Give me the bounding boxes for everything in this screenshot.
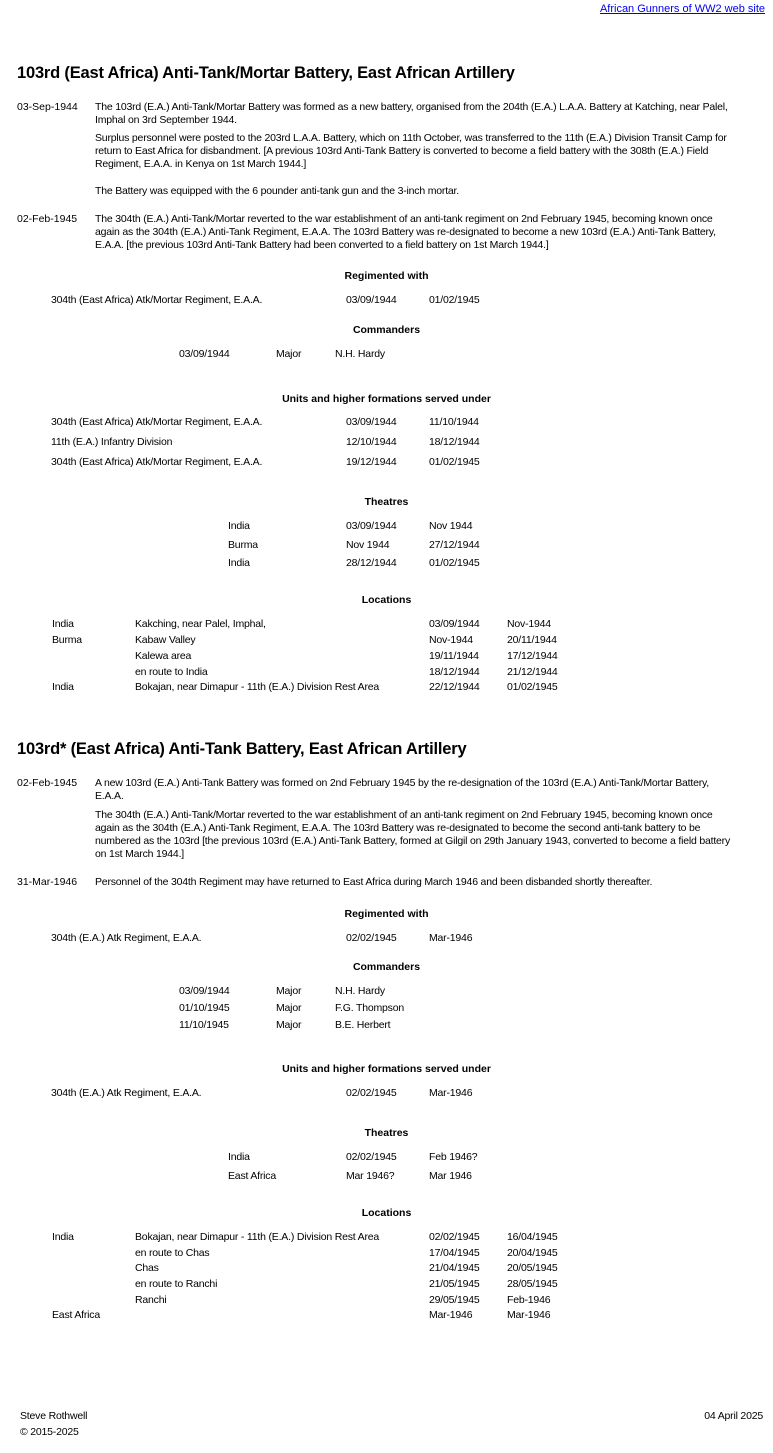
date-from: 03/09/1944 [429, 618, 480, 630]
commander-date: 01/10/1945 [179, 1002, 230, 1014]
date-from: Mar 1946? [346, 1170, 395, 1182]
date-to: 01/02/1945 [429, 557, 480, 569]
location-country: India [52, 681, 74, 693]
date-from: 03/09/1944 [346, 294, 397, 306]
date-from: 02/02/1945 [429, 1231, 480, 1243]
date-to: 01/02/1945 [429, 294, 480, 306]
entry-date: 02-Feb-1945 [17, 213, 78, 225]
date-to: 27/12/1944 [429, 539, 480, 551]
entry-paragraph: A new 103rd (E.A.) Anti-Tank Battery was formed on 2nd February 1945 by the re-designation of the 103rd (E.A.) Anti-Tank/Mortar Battery, E.A.A. [95, 777, 710, 802]
date-to: Feb 1946? [429, 1151, 478, 1163]
date-to: 01/02/1945 [429, 456, 480, 468]
theatre-name: Burma [228, 539, 258, 551]
date-to: Nov-1944 [507, 618, 551, 630]
entry-paragraph: The Battery was equipped with the 6 pounder anti-tank gun and the 3-inch mortar. [95, 185, 459, 197]
footer-date: 04 April 2025 [704, 1410, 763, 1422]
footer-copyright: © 2015-2025 [20, 1426, 79, 1438]
date-to: Mar-1946 [507, 1309, 551, 1321]
date-to: Mar-1946 [429, 932, 473, 944]
date-from: 18/12/1944 [429, 666, 480, 678]
date-from: Mar-1946 [429, 1309, 473, 1321]
theatre-name: India [228, 1151, 250, 1163]
unit-name: 304th (East Africa) Atk/Mortar Regiment, E.A.A. [51, 416, 263, 428]
entry-paragraph: Surplus personnel were posted to the 203rd L.A.A. Battery, which on 11th October, was transferred to the 11th (E.A.) Division Transit Camp for return to East Africa for disbandment. [A previous 103rd Anti-Tank Battery is converted to become a field battery with the 308th (E.A.) Field Regiment, E.A.A. in Kenya on 1st March 1944.] [95, 132, 727, 170]
date-from: 28/12/1944 [346, 557, 397, 569]
regimented-with-heading: Regimented with [344, 270, 429, 282]
regimented-with-heading: Regimented with [344, 908, 429, 920]
date-from: 29/05/1945 [429, 1294, 480, 1306]
date-to: 20/11/1944 [507, 634, 557, 646]
location-place: Bokajan, near Dimapur - 11th (E.A.) Division Rest Area [135, 1231, 380, 1243]
location-place: Kakching, near Palel, Imphal, [135, 618, 266, 630]
location-place: Bokajan, near Dimapur - 11th (E.A.) Division Rest Area [135, 681, 380, 693]
entry-paragraph: The 103rd (E.A.) Anti-Tank/Mortar Battery was formed as a new battery, organised from the 204th (E.A.) L.A.A. Battery at Katching, near Palel, Imphal on 3rd September 1944. [95, 101, 728, 126]
date-from: 17/04/1945 [429, 1247, 480, 1259]
location-country: East Africa [52, 1309, 100, 1321]
date-from: 19/11/1944 [429, 650, 479, 662]
date-from: 03/09/1944 [346, 416, 397, 428]
unit-name: 11th (E.A.) Infantry Division [51, 436, 173, 448]
location-place: Chas [135, 1262, 159, 1274]
site-home-link[interactable]: African Gunners of WW2 web site [599, 3, 765, 15]
units-heading: Units and higher formations served under [282, 393, 491, 405]
date-to: Mar-1946 [429, 1087, 473, 1099]
location-place: en route to India [135, 666, 208, 678]
entry-paragraph: The 304th (E.A.) Anti-Tank/Mortar reverted to the war establishment of an anti-tank regiment on 2nd February 1945, becoming known once again as the 304th (E.A.) Anti-Tank Regiment, E.A.A. The 103rd Battery was re-designated to become a new 103rd (E.A.) Anti-Tank Battery, E.A.A. [the previous 103rd Anti-Tank Battery had been converted to a field battery on 1st March 1944.] [95, 213, 716, 251]
theatre-name: India [228, 557, 250, 569]
date-from: Nov 1944 [346, 539, 390, 551]
theatre-name: India [228, 520, 250, 532]
commander-name: B.E. Herbert [335, 1019, 391, 1031]
theatres-heading: Theatres [364, 496, 409, 508]
date-to: 18/12/1944 [429, 436, 480, 448]
date-from: 19/12/1944 [346, 456, 397, 468]
date-from: 22/12/1944 [429, 681, 480, 693]
location-place: Ranchi [135, 1294, 167, 1306]
commander-name: N.H. Hardy [335, 348, 385, 360]
date-to: 17/12/1944 [507, 650, 558, 662]
commander-name: F.G. Thompson [335, 1002, 404, 1014]
section-title: 103rd (East Africa) Anti-Tank/Mortar Battery, East African Artillery [17, 64, 515, 82]
date-from: 02/02/1945 [346, 932, 397, 944]
date-to: 28/05/1945 [507, 1278, 558, 1290]
unit-name: 304th (E.A.) Atk Regiment, E.A.A. [51, 932, 202, 944]
date-from: 21/05/1945 [429, 1278, 480, 1290]
unit-name: 304th (East Africa) Atk/Mortar Regiment, E.A.A. [51, 294, 263, 306]
date-to: Mar 1946 [429, 1170, 472, 1182]
location-place: Kalewa area [135, 650, 192, 662]
date-from: 12/10/1944 [346, 436, 397, 448]
date-to: Nov 1944 [429, 520, 473, 532]
date-from: 02/02/1945 [346, 1087, 397, 1099]
commander-date: 03/09/1944 [179, 348, 230, 360]
entry-date: 31-Mar-1946 [17, 876, 78, 888]
date-from: 02/02/1945 [346, 1151, 397, 1163]
commander-date: 03/09/1944 [179, 985, 230, 997]
location-place: Kabaw Valley [135, 634, 196, 646]
date-to: 20/04/1945 [507, 1247, 558, 1259]
commander-rank: Major [276, 985, 302, 997]
commander-date: 11/10/1945 [179, 1019, 229, 1031]
location-country: India [52, 1231, 74, 1243]
location-place: en route to Chas [135, 1247, 210, 1259]
date-to: Feb-1946 [507, 1294, 551, 1306]
location-place: en route to Ranchi [135, 1278, 218, 1290]
location-country: India [52, 618, 74, 630]
commander-name: N.H. Hardy [335, 985, 385, 997]
theatres-heading: Theatres [364, 1127, 409, 1139]
date-to: 01/02/1945 [507, 681, 558, 693]
locations-heading: Locations [361, 594, 412, 606]
commanders-heading: Commanders [352, 961, 421, 973]
date-to: 16/04/1945 [507, 1231, 558, 1243]
section-title: 103rd* (East Africa) Anti-Tank Battery, East African Artillery [17, 740, 467, 758]
date-from: 21/04/1945 [429, 1262, 480, 1274]
theatre-name: East Africa [228, 1170, 276, 1182]
commander-rank: Major [276, 1002, 302, 1014]
entry-date: 03-Sep-1944 [17, 101, 78, 113]
footer-author: Steve Rothwell [20, 1410, 88, 1422]
commanders-heading: Commanders [352, 324, 421, 336]
date-to: 21/12/1944 [507, 666, 558, 678]
unit-name: 304th (E.A.) Atk Regiment, E.A.A. [51, 1087, 202, 1099]
location-country: Burma [52, 634, 82, 646]
unit-name: 304th (East Africa) Atk/Mortar Regiment, E.A.A. [51, 456, 263, 468]
locations-heading: Locations [361, 1207, 412, 1219]
entry-paragraph: The 304th (E.A.) Anti-Tank/Mortar reverted to the war establishment of an anti-tank regiment on 2nd February 1945, becoming known once again as the 304th (E.A.) Anti-Tank Regiment, E.A.A. The 103rd Battery was re-designated to become the second anti-tank battery to be numbered as the 103rd [the previous 103rd (E.A.) Anti-Tank Battery, formed at Gilgil on 29th January 1943, converted to become a field battery on 1st March 1944.] [95, 809, 731, 860]
units-heading: Units and higher formations served under [282, 1063, 491, 1075]
entry-paragraph: Personnel of the 304th Regiment may have returned to East Africa during March 1946 and been disbanded shortly thereafter. [95, 876, 653, 888]
commander-rank: Major [276, 348, 302, 360]
date-to: 11/10/1944 [429, 416, 479, 428]
date-from: 03/09/1944 [346, 520, 397, 532]
date-from: Nov-1944 [429, 634, 473, 646]
entry-date: 02-Feb-1945 [17, 777, 78, 789]
commander-rank: Major [276, 1019, 302, 1031]
date-to: 20/05/1945 [507, 1262, 558, 1274]
